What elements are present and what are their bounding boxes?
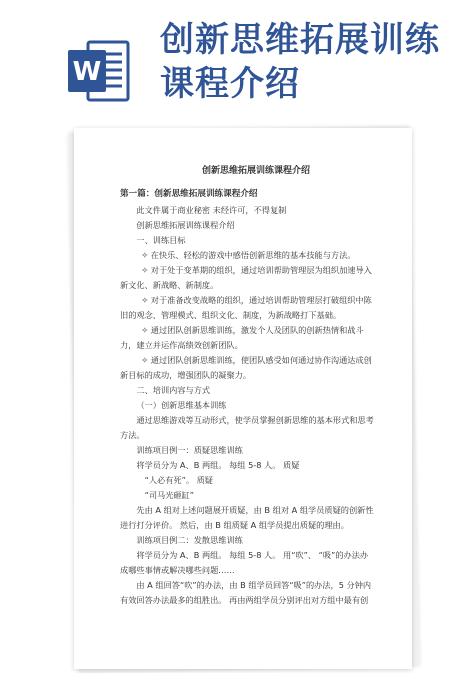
word-document-icon [68,38,130,104]
section-heading-content: 二、培训内容与方式 [136,385,211,395]
subsection-heading: （一）创新思维基本训练 [136,400,227,410]
document-body [120,164,374,608]
quote-line: “人必有死”。 质疑 [144,475,213,485]
body-paragraph: 将学员分为 A、B 两组。 每组 5-8 人。 用“吹”、 “吸”的办法办成哪些事情或解决哪些问题…… [120,550,369,575]
banner-title [160,18,460,106]
goal-item: ✧ 通过团队创新思维训练，使团队感受如何通过协作沟通达成创新目标的成功，增强团队的凝聚力。 [120,355,372,380]
exercise-heading: 训练项目例二：发散思维训练 [136,535,243,545]
exercise-heading: 训练项目例一：质疑思维训练 [136,445,243,455]
body-paragraph: 将学员分为 A、B 两组。 每组 5-8 人。 质疑 [136,460,300,470]
goal-item: ✧ 通过团队创新思维训练，激发个人及团队的创新热情和战斗力，建立并运作高绩效创新团队。 [120,325,364,350]
document-page [74,128,412,669]
word-logo-letter: W [72,57,102,87]
goal-item: ✧ 对于准备改变战略的组织，通过培训帮助管理层打破组织中陈旧的观念、管理模式、组织文化、制度，为新战略打下基础。 [120,295,372,320]
chapter-heading: 第一篇：创新思维拓展训练课程介绍 [120,189,258,199]
body-paragraph: 先由 A 组对上述问题展开质疑，由 B 组对 A 组学员质疑的创新性进行打分评价。 然后，由 B 组质疑 A 组学员提出质疑的理由。 [120,505,374,530]
body-paragraph: 由 A 组回答“吹”的办法，由 B 组学员回答“吸”的办法，5 分钟内有效回答办法最多的组胜出。 再由两组学员分别评出对方组中最有创 [120,580,372,605]
confidentiality-note: 此文件属于商业秘密 未经许可，不得复制 [136,205,287,215]
document-title: 创新思维拓展训练课程介绍 [201,166,310,176]
banner-title-line-2: 课程介绍 [160,64,300,104]
section-heading-goals: 一、训练目标 [136,235,186,245]
goal-item: ✧ 对于处于变革期的组织，通过培训帮助管理层为组织加速导入新文化、新战略、新制度。 [120,265,372,290]
banner-title-line-1: 创新思维拓展训练 [160,20,440,60]
goal-item: ✧ 在快乐、轻松的游戏中感悟创新思维的基本技能与方法。 [141,250,356,260]
course-subtitle: 创新思维拓展训练课程介绍 [136,220,235,230]
document-banner [0,0,474,140]
body-paragraph: 通过思维游戏等互动形式，使学员掌握创新思维的基本形式和思考方法。 [120,415,374,440]
quote-line: “司马光砸缸” [144,490,195,500]
